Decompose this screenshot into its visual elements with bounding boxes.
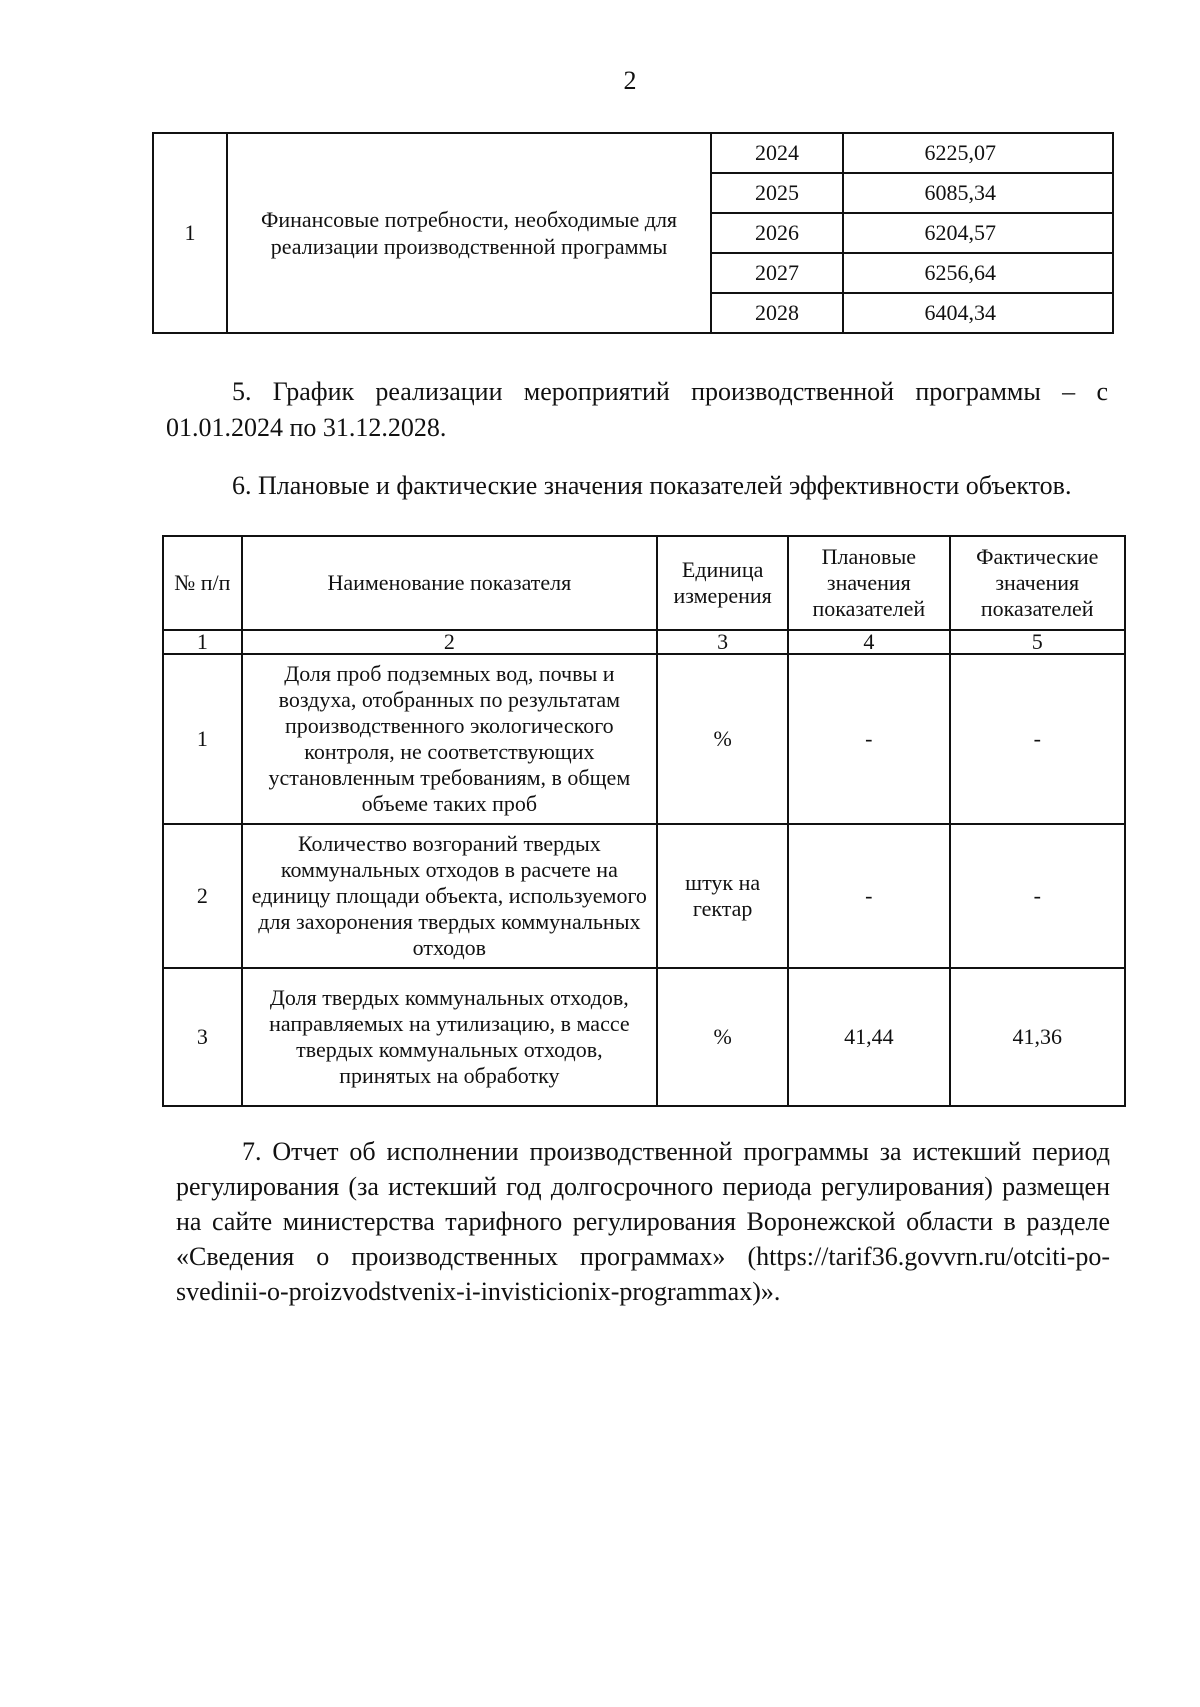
value-cell: 6225,07 [843,133,1113,173]
column-number: 4 [788,630,949,654]
header-unit: Единица измерения [657,536,788,630]
section-5-text: 5. График реализации мероприятий производственной программы – с 01.01.2024 по 31.12.2028. [166,377,1108,442]
year-cell: 2028 [711,293,843,333]
actual-value: - [950,654,1126,824]
row-number: 1 [163,654,242,824]
table-row [153,133,1113,173]
row-number: 3 [163,968,242,1106]
header-planned: Плановые значения показателей [788,536,949,630]
unit-cell: % [657,654,788,824]
row-number: 1 [153,133,227,333]
value-cell: 6256,64 [843,253,1113,293]
section-7-paragraph [176,1134,1110,1309]
column-number-row [163,630,1125,654]
indicator-name: Доля проб подземных вод, почвы и воздуха, отобранных по результатам производственного экологического контроля, не соответствующих установленным требованиям, в общем объеме таких проб [242,654,657,824]
table-row [163,968,1125,1106]
table-row [163,824,1125,968]
value-cell: 6404,34 [843,293,1113,333]
section-6-paragraph [166,468,1108,504]
header-name: Наименование показателя [242,536,657,630]
efficiency-indicators-table [162,535,1126,1107]
planned-value: - [788,824,949,968]
year-cell: 2025 [711,173,843,213]
column-number: 2 [242,630,657,654]
indicator-name: Финансовые потребности, необходимые для реализации производственной программы [227,133,711,333]
header-actual: Фактические значения показателей [950,536,1126,630]
financial-needs-table [152,132,1114,334]
planned-value: 41,44 [788,968,949,1106]
row-number: 2 [163,824,242,968]
unit-cell: % [657,968,788,1106]
column-number: 3 [657,630,788,654]
page-number: 2 [623,66,637,95]
section-7-text: 7. Отчет об исполнении производственной программы за истекший период регулирования (за истекший год долгосрочного периода регулирования) размещен на сайте министерства тарифного регулирования Воронежской области в разделе «Сведения о производственных программах» (https://tarif36.govvrn.ru/otciti-po-svedinii-o-proizvodstvenix-i-invisticionix-programmax)». [176,1137,1110,1306]
table-row [163,654,1125,824]
unit-cell: штук на гектар [657,824,788,968]
year-cell: 2024 [711,133,843,173]
section-5-paragraph [166,374,1108,446]
actual-value: 41,36 [950,968,1126,1106]
year-cell: 2026 [711,213,843,253]
section-6-text: 6. Плановые и фактические значения показателей эффективности объектов. [232,471,1072,500]
indicator-name: Количество возгораний твердых коммунальных отходов в расчете на единицу площади объекта, используемого для захоронения твердых коммунальных отходов [242,824,657,968]
indicator-name: Доля твердых коммунальных отходов, направляемых на утилизацию, в массе твердых коммунальных отходов, принятых на обработку [242,968,657,1106]
header-number: № п/п [163,536,242,630]
planned-value: - [788,654,949,824]
table-header-row [163,536,1125,630]
column-number: 1 [163,630,242,654]
column-number: 5 [950,630,1126,654]
actual-value: - [950,824,1126,968]
year-cell: 2027 [711,253,843,293]
value-cell: 6204,57 [843,213,1113,253]
value-cell: 6085,34 [843,173,1113,213]
